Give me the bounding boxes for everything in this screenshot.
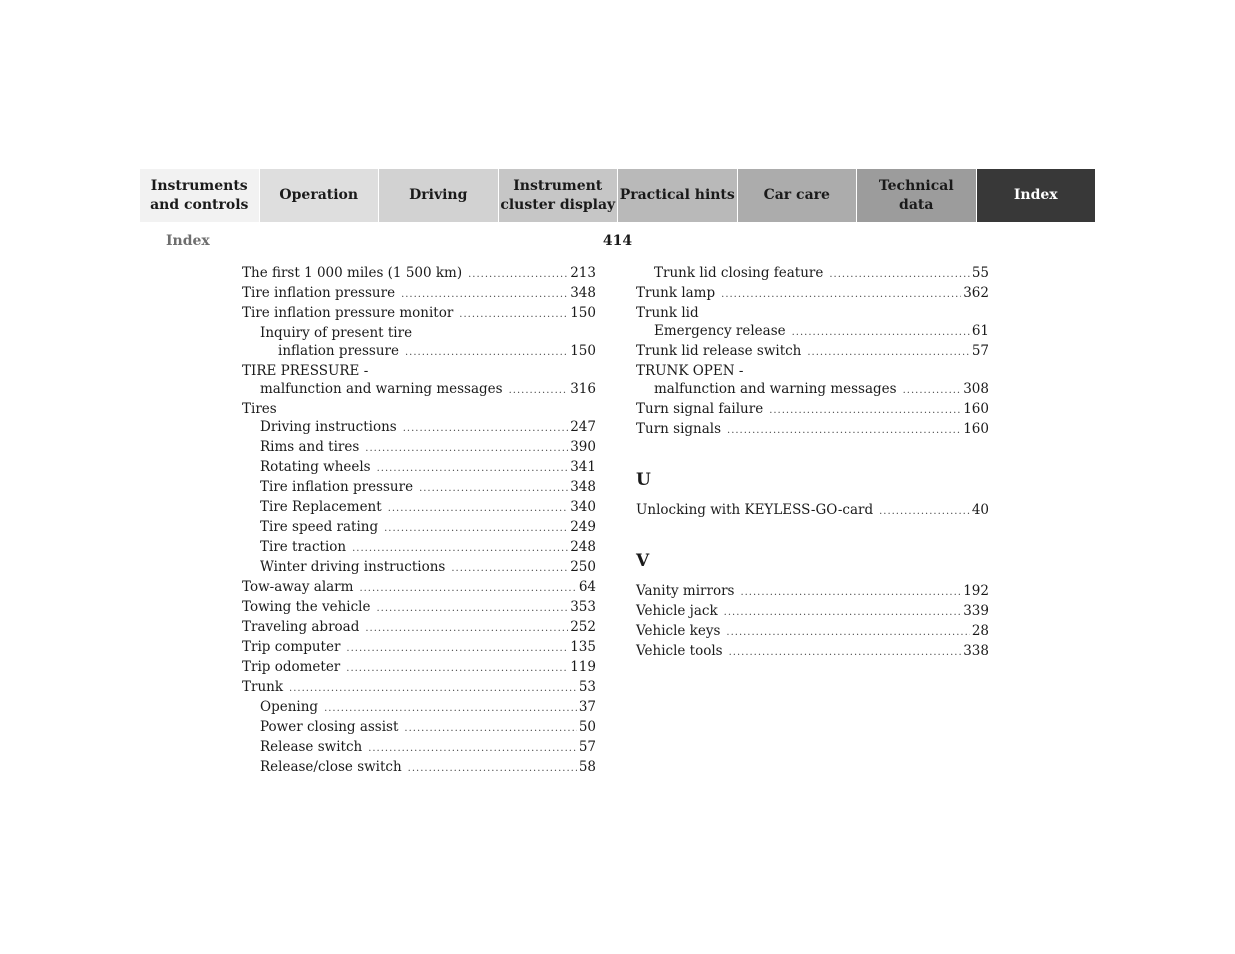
index-entry[interactable] xyxy=(242,438,596,458)
dot-leader xyxy=(405,344,568,362)
index-entry-page: 390 xyxy=(570,439,596,455)
index-entry-term: Vehicle jack xyxy=(636,603,718,619)
index-entry-page: 348 xyxy=(570,285,596,301)
dot-leader xyxy=(289,680,577,698)
dot-leader xyxy=(346,660,568,678)
index-entry-term: Release/close switch xyxy=(260,759,402,775)
index-entry-page: 316 xyxy=(570,381,596,397)
index-entry-page: 339 xyxy=(963,603,989,619)
dot-leader xyxy=(727,422,961,440)
dot-leader xyxy=(740,584,961,602)
tab-instrument-cluster-display[interactable]: Instrument cluster display xyxy=(499,169,619,222)
index-entry[interactable] xyxy=(242,758,596,778)
index-entry[interactable] xyxy=(242,638,596,658)
index-entry-page: 119 xyxy=(570,659,596,675)
index-entry[interactable] xyxy=(636,400,989,420)
index-entry[interactable] xyxy=(242,400,596,418)
dot-leader xyxy=(459,306,568,324)
dot-leader xyxy=(903,382,962,400)
index-entry-page: 308 xyxy=(963,381,989,397)
index-entry-term: TIRE PRESSURE - xyxy=(242,363,369,379)
dot-leader xyxy=(792,324,970,342)
index-entry[interactable] xyxy=(242,618,596,638)
section-tab-bar xyxy=(140,169,1095,222)
index-entry-term: Tire inflation pressure monitor xyxy=(242,305,454,321)
dot-leader xyxy=(388,500,569,518)
index-entry[interactable] xyxy=(242,284,596,304)
index-entry-page: 338 xyxy=(963,643,989,659)
index-entry-page: 353 xyxy=(570,599,596,615)
dot-leader xyxy=(721,286,961,304)
dot-leader xyxy=(829,266,969,284)
index-entry-page: 250 xyxy=(570,559,596,575)
dot-leader xyxy=(377,460,569,478)
index-entry-page: 28 xyxy=(971,623,989,639)
index-entry-term: Tire inflation pressure xyxy=(242,285,396,301)
index-entry-term: Tire speed rating xyxy=(260,519,379,535)
dot-leader xyxy=(408,760,577,778)
tab-technical-data[interactable]: Technical data xyxy=(857,169,977,222)
dot-leader xyxy=(419,480,568,498)
index-entry-page: 150 xyxy=(570,343,596,359)
index-entry-page: 192 xyxy=(963,583,989,599)
dot-leader xyxy=(365,620,568,638)
index-entry-page: 341 xyxy=(570,459,596,475)
dot-leader xyxy=(368,740,577,758)
index-entry-term: Turn signals xyxy=(636,421,722,437)
dot-leader xyxy=(384,520,568,538)
index-entry-term-continued: malfunction and warning messages xyxy=(260,381,503,397)
tab-operation[interactable]: Operation xyxy=(260,169,380,222)
dot-leader xyxy=(509,382,569,400)
dot-leader xyxy=(352,540,568,558)
index-entry[interactable] xyxy=(636,304,989,322)
index-entry-term: The first 1 000 miles (1 500 km) xyxy=(242,265,463,281)
index-entry[interactable] xyxy=(242,738,596,758)
index-entry[interactable] xyxy=(242,264,596,284)
tab-instruments-and-controls[interactable]: Instruments and controls xyxy=(140,169,260,222)
index-entry-page: 58 xyxy=(578,759,596,775)
index-entry-term-continued: malfunction and warning messages xyxy=(654,381,897,397)
index-entry-page: 247 xyxy=(570,419,596,435)
index-entry-term: Vehicle tools xyxy=(636,643,723,659)
index-entry-page: 37 xyxy=(578,699,596,715)
index-entry[interactable] xyxy=(636,420,989,440)
index-entry-term: Turn signal failure xyxy=(636,401,764,417)
index-entry-term: Power closing assist xyxy=(260,719,399,735)
index-entry-page: 53 xyxy=(578,679,596,695)
index-entry[interactable] xyxy=(636,322,989,342)
index-entry-page: 57 xyxy=(971,343,989,359)
index-column-right xyxy=(636,264,989,662)
index-entry-term: TRUNK OPEN - xyxy=(636,363,744,379)
section-label: Index xyxy=(166,233,210,249)
index-entry[interactable] xyxy=(242,698,596,718)
index-entry-page: 362 xyxy=(963,285,989,301)
dot-leader xyxy=(404,720,576,738)
index-entry-term: Unlocking with KEYLESS-GO-card xyxy=(636,502,874,518)
index-entry-term: Rotating wheels xyxy=(260,459,371,475)
index-entry-page: 40 xyxy=(971,502,989,518)
index-entry-term-continued: inflation pressure xyxy=(278,343,399,359)
index-entry[interactable] xyxy=(242,658,596,678)
index-entry[interactable] xyxy=(636,284,989,304)
index-entry-page: 135 xyxy=(570,639,596,655)
dot-leader xyxy=(807,344,969,362)
index-entry-term: Tires xyxy=(242,401,277,417)
dot-leader xyxy=(359,580,576,598)
dot-leader xyxy=(769,402,961,420)
dot-leader xyxy=(346,640,568,658)
index-entry-term: Tire traction xyxy=(260,539,347,555)
dot-leader xyxy=(726,624,969,642)
index-entry-term: Release switch xyxy=(260,739,363,755)
index-entry-page: 150 xyxy=(570,305,596,321)
index-entry-term: Rims and tires xyxy=(260,439,360,455)
index-entry[interactable] xyxy=(242,304,596,324)
tab-car-care[interactable]: Car care xyxy=(738,169,858,222)
dot-leader xyxy=(365,440,568,458)
index-entry-term: Driving instructions xyxy=(260,419,397,435)
index-letter-heading: V xyxy=(636,551,650,571)
index-entry-page: 160 xyxy=(963,421,989,437)
index-entry[interactable] xyxy=(636,362,989,400)
index-entry-page: 160 xyxy=(963,401,989,417)
index-entry-term: Trunk lamp xyxy=(636,285,716,301)
index-entry[interactable] xyxy=(242,498,596,518)
index-entry-term: Winter driving instructions xyxy=(260,559,446,575)
dot-leader xyxy=(401,286,568,304)
index-entry[interactable] xyxy=(242,418,596,438)
dot-leader xyxy=(324,700,577,718)
index-entry[interactable] xyxy=(242,362,596,400)
index-entry[interactable] xyxy=(636,264,989,284)
index-entry-term: Vanity mirrors xyxy=(636,583,735,599)
tab-practical-hints[interactable]: Practical hints xyxy=(618,169,738,222)
index-entry[interactable] xyxy=(242,458,596,478)
index-entry-page: 252 xyxy=(570,619,596,635)
dot-leader xyxy=(468,266,568,284)
dot-leader xyxy=(879,503,970,521)
tab-driving[interactable]: Driving xyxy=(379,169,499,222)
dot-leader xyxy=(403,420,568,438)
index-entry[interactable] xyxy=(636,501,989,521)
index-entry[interactable] xyxy=(242,518,596,538)
index-entry-term: Tire inflation pressure xyxy=(260,479,414,495)
index-entry-term: Opening xyxy=(260,699,319,715)
index-entry-page: 57 xyxy=(578,739,596,755)
index-entry[interactable] xyxy=(636,342,989,362)
index-entry-page: 61 xyxy=(971,323,989,339)
index-entry-term: Tire Replacement xyxy=(260,499,382,515)
index-entry-page: 348 xyxy=(570,479,596,495)
dot-leader xyxy=(729,644,962,662)
dot-leader xyxy=(376,600,568,618)
index-column-left xyxy=(242,264,596,778)
index-entry[interactable] xyxy=(636,622,989,642)
index-entry[interactable] xyxy=(242,478,596,498)
index-entry[interactable] xyxy=(242,538,596,558)
index-entry-page: 248 xyxy=(570,539,596,555)
index-entry-term: Trunk lid xyxy=(636,305,699,321)
index-entry[interactable] xyxy=(242,324,596,362)
index-entry-page: 64 xyxy=(578,579,596,595)
index-entry-term: Trip odometer xyxy=(242,659,341,675)
index-entry[interactable] xyxy=(242,558,596,578)
index-entry-term: Trunk lid closing feature xyxy=(654,265,824,281)
index-entry[interactable] xyxy=(242,718,596,738)
index-entry-page: 55 xyxy=(971,265,989,281)
index-entry[interactable] xyxy=(242,578,596,598)
index-entry-term: Traveling abroad xyxy=(242,619,360,635)
index-entry-page: 213 xyxy=(570,265,596,281)
index-entry-page: 340 xyxy=(570,499,596,515)
index-entry[interactable] xyxy=(636,602,989,622)
index-entry-term: Emergency release xyxy=(654,323,786,339)
page-number: 414 xyxy=(602,233,633,249)
index-entry-page: 249 xyxy=(570,519,596,535)
index-entry-term: Trunk lid release switch xyxy=(636,343,802,359)
tab-index[interactable]: Index xyxy=(977,169,1096,222)
index-entry[interactable] xyxy=(636,582,989,602)
dot-leader xyxy=(451,560,568,578)
index-entry-term: Inquiry of present tire xyxy=(260,325,413,341)
index-entry-term: Trunk xyxy=(242,679,284,695)
dot-leader xyxy=(724,604,962,622)
index-entry-term: Vehicle keys xyxy=(636,623,721,639)
index-entry[interactable] xyxy=(242,598,596,618)
index-entry-term: Tow-away alarm xyxy=(242,579,354,595)
index-entry-term: Trip computer xyxy=(242,639,341,655)
index-entry-page: 50 xyxy=(578,719,596,735)
index-entry-term: Towing the vehicle xyxy=(242,599,371,615)
index-letter-heading: U xyxy=(636,470,651,490)
index-entry[interactable] xyxy=(636,642,989,662)
index-entry[interactable] xyxy=(242,678,596,698)
